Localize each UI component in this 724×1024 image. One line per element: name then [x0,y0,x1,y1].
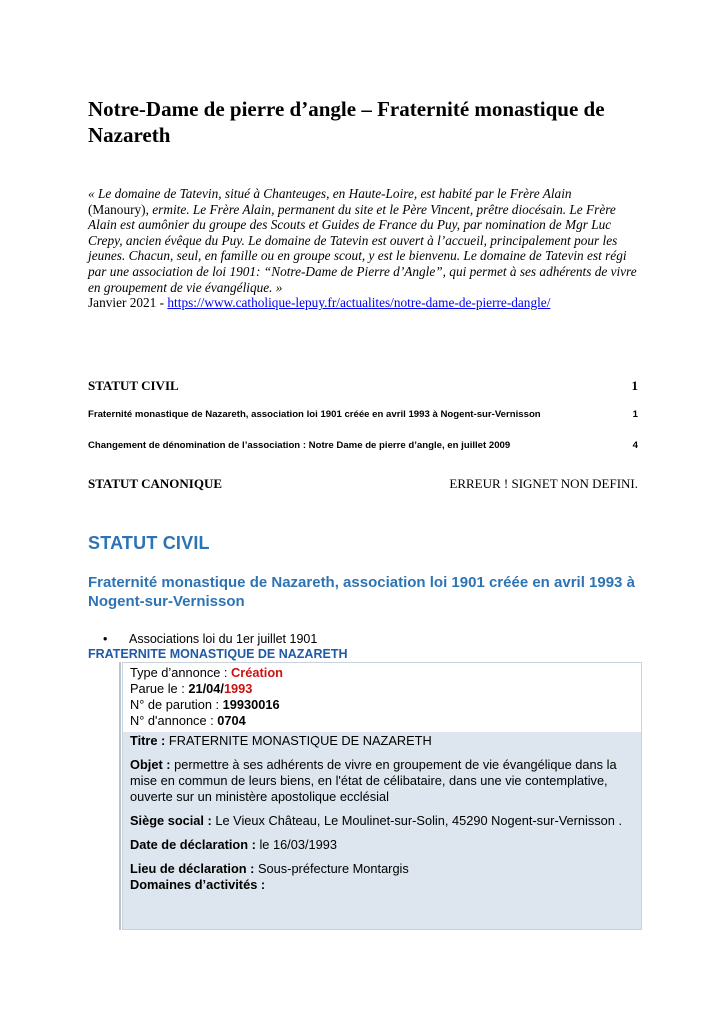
announcement-declaration-date [130,837,633,853]
toc-entry-label: STATUT CIVIL [88,378,179,393]
card-left-rule [119,662,121,930]
association-name: FRATERNITE MONASTIQUE DE NAZARETH [88,647,348,661]
toc-entry-page: ERREUR ! SIGNET NON DEFINI. [449,476,638,491]
field-value: 21/04/ [188,681,224,696]
announcement-header [122,662,642,732]
field-value-year: 1993 [223,681,253,696]
subsection-heading-fraternite: Fraternité monastique de Nazareth, association loi 1901 créée en avril 1993 à Nogent-sur-Vernisson [88,574,635,610]
field-label: Siège social : [130,813,212,828]
announcement-date [130,681,641,697]
quote-source-date: Janvier 2021 - [88,295,165,311]
announcement-siege [130,813,633,829]
field-value: 0704 [217,713,246,728]
field-label: Parue le : [130,681,185,696]
list-item [103,632,317,646]
announcement-number [130,713,641,729]
bullet-icon: • [103,632,108,646]
quote-text-part3: ermite. Le Frère Alain, permanent du site et le Père Vincent, prêtre diocésain. Le Frère Alain est aumônier du groupe des Scouts et Guides de France du Puy, par nomination de Mgr Luc Crepy, ancien évêque du Puy. Le domaine de Tatevin est ouvert à l’accueil, principalement pour les jeunes. Chacun, seul, en famille ou en groupe scout, y est le bienvenu. Le domaine de Tatevin est régi par une association de loi 1901: “Notre-Dame de Pierre d’Angle”, qui permet à ses adhérents de vivre en groupement de vie évangélique. » [88,201,637,295]
quote-text-part2: (Manoury), [88,201,149,217]
field-value: FRATERNITE MONASTIQUE DE NAZARETH [168,733,432,748]
field-label: Titre : [130,733,166,748]
toc-entry-page: 1 [632,409,638,420]
field-label: Objet : [130,757,171,772]
quote-source-link[interactable]: https://www.catholique-lepuy.fr/actualites/notre-dame-de-pierre-dangle/ [167,295,551,311]
announcement-body [122,732,642,930]
toc-entry-changement[interactable] [88,440,638,451]
document-title: Notre-Dame de pierre d’angle – Fraternité monastique de Nazareth [88,97,605,147]
toc-entry-statut-canonique[interactable] [88,476,638,492]
toc-entry-label: Changement de dénomination de l’association : Notre Dame de pierre d’angle, en juillet 2009 [88,440,511,451]
toc-entry-label: Fraternité monastique de Nazareth, association loi 1901 créée en avril 1993 à Nogent-sur-Vernisson [88,409,541,420]
toc-entry-page: 1 [631,378,638,393]
field-value: Sous-préfecture Montargis [258,861,409,876]
toc-entry-page: 4 [632,440,638,451]
field-label: Type d’annonce : [130,665,228,680]
announcement-domaines [130,877,633,893]
list-item-label: Associations loi du 1er juillet 1901 [129,632,318,646]
field-value: 19930016 [222,697,280,712]
toc-entry-statut-civil[interactable] [88,378,638,394]
toc-entry-label: STATUT CANONIQUE [88,476,222,491]
announcement-parution [130,697,641,713]
field-value: permettre à ses adhérents de vivre en groupement de vie évangélique dans la mise en commun de leurs biens, en l'état de célibataire, dans une vie contemplative, ouverte sur un ministère apostolique ecclésial [130,757,617,804]
field-value: Création [231,665,283,680]
field-value: le 16/03/1993 [259,837,337,852]
intro-quote [88,186,642,311]
quote-text-part1: « Le domaine de Tatevin, situé à Chanteuges, en Haute-Loire, est habité par le Frère Alain [88,186,572,201]
field-label: Date de déclaration : [130,837,256,852]
field-label: N° d'annonce : [130,713,214,728]
announcement-objet [130,757,633,805]
field-value: Le Vieux Château, Le Moulinet-sur-Solin, 45290 Nogent-sur-Vernisson . [215,813,623,828]
announcement-titre [130,733,633,749]
announcement-type [130,665,641,681]
field-label: Lieu de déclaration : [130,861,255,876]
toc-entry-fraternite[interactable] [88,409,638,420]
field-label: N° de parution : [130,697,220,712]
section-heading-statut-civil: STATUT CIVIL [88,533,210,553]
announcement-declaration-lieu [130,861,633,877]
announcement-card [122,662,642,930]
field-label: Domaines d’activités : [130,877,266,892]
